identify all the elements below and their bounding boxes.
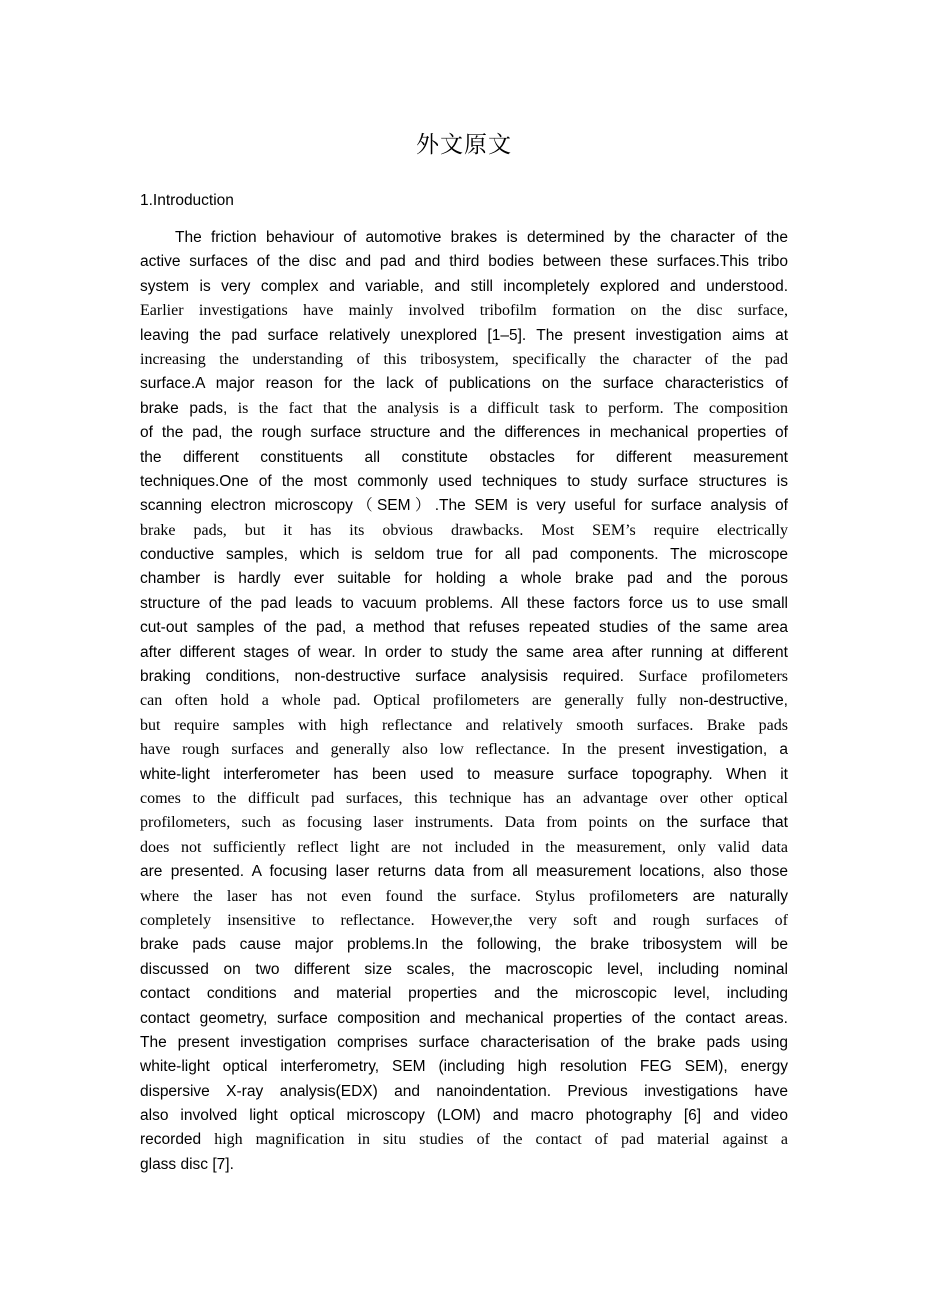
text-line (140, 519, 788, 543)
text-line (140, 299, 788, 323)
text-line (140, 592, 788, 616)
text-run: cut-out samples of the pad, a method that refuses repeated studies of the same area (140, 619, 788, 637)
text-run: active surfaces of the disc and pad and third bodies between these surfaces.This tribo (140, 253, 788, 271)
text-line (140, 933, 788, 957)
text-line (140, 275, 788, 299)
text-line (140, 738, 788, 762)
section-heading: 1.Introduction (140, 192, 234, 209)
text-run: Surface profilometers (624, 668, 788, 686)
text-line (140, 1080, 788, 1104)
text-run: also involved light optical microscopy (LOM) and macro photography [6] and video (140, 1107, 788, 1125)
text-line (140, 226, 788, 250)
text-line (140, 397, 788, 421)
text-run: dispersive X-ray analysis(EDX) and nanoindentation. Previous investigations have (140, 1082, 788, 1100)
text-run: conductive samples, which is seldom true for all pad components. The microscope (140, 546, 788, 564)
text-run: techniques.One of the most commonly used techniques to study surface structures is (140, 472, 788, 490)
text-run: is the fact that the analysis is a difficult task to perform. The composition (227, 399, 789, 417)
text-run: The present investigation comprises surface characterisation of the brake pads using (140, 1033, 788, 1051)
text-run: discussed on two different size scales, the macroscopic level, including nominal (140, 960, 788, 978)
text-line (140, 787, 788, 811)
text-line (140, 860, 788, 884)
document-title: 外文原文 (416, 132, 512, 158)
text-run: the surface that (654, 814, 788, 832)
text-run: destructive, (708, 692, 788, 710)
text-run: brake pads, (140, 399, 228, 417)
text-run: glass disc [7]. (140, 1155, 234, 1173)
text-line (140, 982, 788, 1006)
text-run: where the laser has not even found the surface. Stylus profilomet (140, 887, 657, 905)
text-run: comes to the difficult pad surfaces, this technique has an advantage over other optical (140, 789, 788, 807)
text-run: recorded (140, 1131, 202, 1149)
text-line (140, 250, 788, 274)
text-line (140, 470, 788, 494)
document-content (140, 0, 788, 1177)
text-line (140, 324, 788, 348)
text-line (140, 665, 788, 689)
text-line (140, 543, 788, 567)
text-line (140, 1153, 788, 1177)
text-run: profilometers, such as focusing laser instruments. Data from points on (140, 814, 655, 832)
text-run: completely insensitive to reflectance. However,the very soft and rough surfaces of (140, 911, 788, 929)
text-line (140, 372, 788, 396)
text-run: does not sufficiently reflect light are not included in the measurement, only valid data (140, 838, 788, 856)
text-line (140, 1128, 788, 1152)
text-line (140, 616, 788, 640)
text-run: the different constituents all constitute obstacles for different measurement (140, 448, 788, 466)
text-run: ers are naturally (656, 887, 788, 905)
body-paragraph (140, 226, 788, 1177)
text-run: are presented. A focusing laser returns data from all measurement locations, also those (140, 863, 788, 881)
text-line (140, 567, 788, 591)
text-line (140, 689, 788, 713)
text-line (140, 763, 788, 787)
text-run: chamber is hardly ever suitable for holding a whole brake pad and the porous (140, 570, 788, 588)
text-run: but require samples with high reflectance and relatively smooth surfaces. Brake pads (140, 716, 788, 734)
text-run: high magnification in situ studies of the contact of pad material against a (201, 1131, 788, 1149)
text-run: t investigation, a (660, 741, 788, 759)
text-run: contact conditions and material properties and the microscopic level, including (140, 985, 788, 1003)
text-run: contact geometry, surface composition and mechanical properties of the contact areas. (140, 1009, 788, 1027)
text-run: white-light optical interferometry, SEM (including high resolution FEG SEM), energy (140, 1058, 788, 1076)
text-run: brake pads, but it has its obvious drawbacks. Most SEM’s require electrically (140, 521, 788, 539)
text-line (140, 811, 788, 835)
text-run: after different stages of wear. In order to study the same area after running at different (140, 643, 788, 661)
text-line (140, 348, 788, 372)
text-line (140, 714, 788, 738)
text-run: structure of the pad leads to vacuum problems. All these factors force us to use small (140, 594, 788, 612)
text-run: Earlier investigations have mainly involved tribofilm formation on the disc surface, (140, 302, 788, 320)
text-line (140, 421, 788, 445)
text-run: brake pads cause major problems.In the following, the brake tribosystem will be (140, 936, 788, 954)
text-line (140, 1104, 788, 1128)
text-line (140, 885, 788, 909)
text-line (140, 446, 788, 470)
text-run: surface.A major reason for the lack of publications on the surface characteristics of (140, 375, 788, 393)
text-line (140, 494, 788, 518)
text-line (140, 1055, 788, 1079)
text-line (140, 641, 788, 665)
text-run: system is very complex and variable, and still incompletely explored and understood. (140, 277, 788, 295)
text-run: braking conditions, non-destructive surface analysisis required. (140, 668, 624, 686)
text-run: scanning electron microscopy（SEM）.The SEM is very useful for surface analysis of (140, 497, 788, 515)
text-line (140, 958, 788, 982)
text-run: white-light interferometer has been used to measure surface topography. When it (140, 765, 788, 783)
text-line (140, 836, 788, 860)
text-run: have rough surfaces and generally also low reflectance. In the presen (140, 741, 661, 759)
text-run: The friction behaviour of automotive brakes is determined by the character of the (175, 229, 788, 246)
text-run: can often hold a whole pad. Optical profilometers are generally fully non- (140, 692, 709, 710)
text-run: of the pad, the rough surface structure and the differences in mechanical properties of (140, 424, 788, 442)
text-run: leaving the pad surface relatively unexplored [1–5]. The present investigation aims at (140, 326, 788, 344)
text-line (140, 1031, 788, 1055)
text-line (140, 909, 788, 933)
text-line (140, 1007, 788, 1031)
text-run: increasing the understanding of this tribosystem, specifically the character of the pad (140, 350, 788, 368)
